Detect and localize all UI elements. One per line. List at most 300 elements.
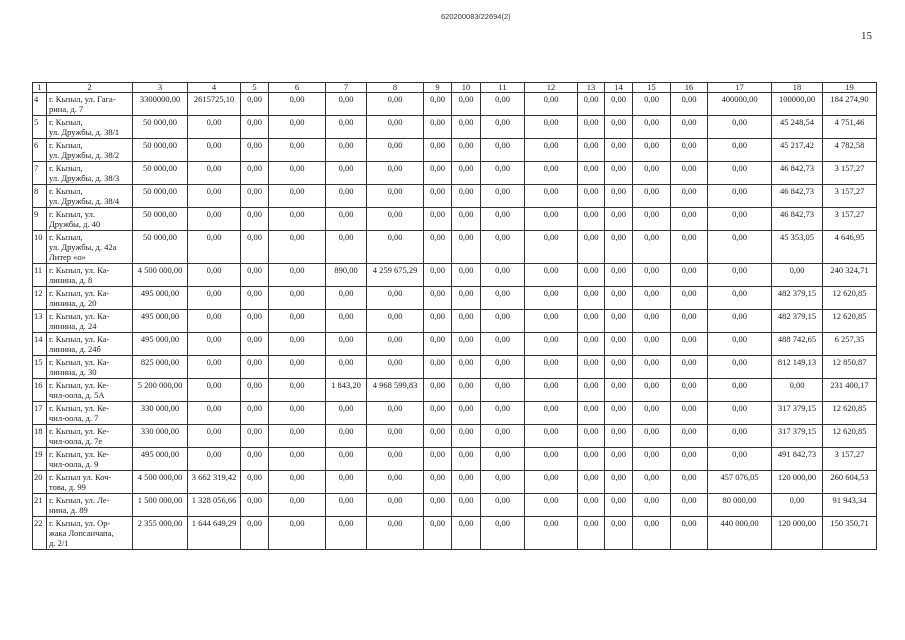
table-body xyxy=(33,93,877,550)
value-cell-col-6: 0,00 xyxy=(269,162,326,185)
address-cell xyxy=(47,448,133,471)
value-cell-col-3: 330 000,00 xyxy=(133,402,188,425)
value-cell-col-13: 0,00 xyxy=(578,139,605,162)
address-line: ул. Дружбы, д. 38/2 xyxy=(49,150,120,160)
value-cell-col-5: 0,00 xyxy=(241,448,269,471)
address-line: чил-оола, д. 7 xyxy=(49,413,99,423)
value-cell-col-7: 0,00 xyxy=(326,185,367,208)
value-cell-col-3: 2 355 000,00 xyxy=(133,517,188,550)
value-cell-col-12: 0,00 xyxy=(525,494,578,517)
value-cell-col-9: 0,00 xyxy=(424,116,452,139)
value-cell-col-8: 0,00 xyxy=(367,356,424,379)
value-cell-col-19: 150 350,71 xyxy=(823,517,877,550)
value-cell-col-11: 0,00 xyxy=(481,402,525,425)
value-cell-col-5: 0,00 xyxy=(241,231,269,264)
value-cell-col-12: 0,00 xyxy=(525,379,578,402)
value-cell-col-3: 50 000,00 xyxy=(133,208,188,231)
value-cell-col-18: 45 248,54 xyxy=(772,116,823,139)
value-cell-col-14: 0,00 xyxy=(605,310,633,333)
table-row xyxy=(33,402,877,425)
value-cell-col-19: 12 850,87 xyxy=(823,356,877,379)
address-line: г. Кызыл, ул. Ле- xyxy=(49,495,110,505)
row-number-cell: 22 xyxy=(33,517,47,550)
value-cell-col-5: 0,00 xyxy=(241,116,269,139)
value-cell-col-6: 0,00 xyxy=(269,93,326,116)
value-cell-col-12: 0,00 xyxy=(525,139,578,162)
value-cell-col-4: 0,00 xyxy=(188,185,241,208)
row-number-cell: 18 xyxy=(33,425,47,448)
value-cell-col-6: 0,00 xyxy=(269,208,326,231)
address-cell xyxy=(47,93,133,116)
value-cell-col-15: 0,00 xyxy=(633,356,671,379)
value-cell-col-10: 0,00 xyxy=(452,448,481,471)
value-cell-col-7: 0,00 xyxy=(326,448,367,471)
value-cell-col-19: 4 646,95 xyxy=(823,231,877,264)
row-number-cell: 16 xyxy=(33,379,47,402)
value-cell-col-6: 0,00 xyxy=(269,139,326,162)
value-cell-col-5: 0,00 xyxy=(241,287,269,310)
column-header-5: 5 xyxy=(241,83,269,93)
address-line: г. Кызыл, ул. Ка- xyxy=(49,288,110,298)
value-cell-col-18: 46 842,73 xyxy=(772,162,823,185)
row-number-cell: 4 xyxy=(33,93,47,116)
value-cell-col-10: 0,00 xyxy=(452,93,481,116)
value-cell-col-4: 0,00 xyxy=(188,333,241,356)
value-cell-col-10: 0,00 xyxy=(452,356,481,379)
address-line: г. Кызыл, ул. Ка- xyxy=(49,311,110,321)
value-cell-col-13: 0,00 xyxy=(578,116,605,139)
value-cell-col-5: 0,00 xyxy=(241,310,269,333)
value-cell-col-15: 0,00 xyxy=(633,402,671,425)
value-cell-col-15: 0,00 xyxy=(633,116,671,139)
column-header-3: 3 xyxy=(133,83,188,93)
value-cell-col-9: 0,00 xyxy=(424,517,452,550)
value-cell-col-5: 0,00 xyxy=(241,494,269,517)
value-cell-col-14: 0,00 xyxy=(605,494,633,517)
address-cell xyxy=(47,287,133,310)
value-cell-col-4: 0,00 xyxy=(188,287,241,310)
table-row xyxy=(33,162,877,185)
value-cell-col-16: 0,00 xyxy=(671,402,708,425)
value-cell-col-8: 0,00 xyxy=(367,310,424,333)
value-cell-col-7: 0,00 xyxy=(326,494,367,517)
value-cell-col-17: 400000,00 xyxy=(708,93,772,116)
value-cell-col-18: 120 000,00 xyxy=(772,517,823,550)
value-cell-col-15: 0,00 xyxy=(633,379,671,402)
value-cell-col-5: 0,00 xyxy=(241,185,269,208)
value-cell-col-17: 0,00 xyxy=(708,448,772,471)
value-cell-col-8: 4 968 599,83 xyxy=(367,379,424,402)
value-cell-col-16: 0,00 xyxy=(671,139,708,162)
value-cell-col-4: 0,00 xyxy=(188,379,241,402)
value-cell-col-7: 0,00 xyxy=(326,139,367,162)
value-cell-col-9: 0,00 xyxy=(424,287,452,310)
value-cell-col-8: 0,00 xyxy=(367,402,424,425)
column-header-17: 17 xyxy=(708,83,772,93)
address-line: г. Кызыл, ул. Ке- xyxy=(49,449,110,459)
value-cell-col-10: 0,00 xyxy=(452,231,481,264)
value-cell-col-16: 0,00 xyxy=(671,471,708,494)
address-line: г. Кызыл ул. Коч- xyxy=(49,472,112,482)
table-header-row xyxy=(33,83,877,93)
value-cell-col-19: 4 751,46 xyxy=(823,116,877,139)
table-row xyxy=(33,517,877,550)
value-cell-col-17: 0,00 xyxy=(708,356,772,379)
column-header-7: 7 xyxy=(326,83,367,93)
value-cell-col-17: 0,00 xyxy=(708,333,772,356)
value-cell-col-3: 50 000,00 xyxy=(133,162,188,185)
table-row xyxy=(33,333,877,356)
value-cell-col-8: 0,00 xyxy=(367,185,424,208)
value-cell-col-10: 0,00 xyxy=(452,333,481,356)
value-cell-col-11: 0,00 xyxy=(481,494,525,517)
value-cell-col-16: 0,00 xyxy=(671,231,708,264)
value-cell-col-14: 0,00 xyxy=(605,185,633,208)
value-cell-col-9: 0,00 xyxy=(424,333,452,356)
column-header-16: 16 xyxy=(671,83,708,93)
value-cell-col-6: 0,00 xyxy=(269,356,326,379)
value-cell-col-19: 3 157,27 xyxy=(823,448,877,471)
address-line: г. Кызыл, ул. Ка- xyxy=(49,334,110,344)
address-line: линина, д. 20 xyxy=(49,298,97,308)
value-cell-col-3: 50 000,00 xyxy=(133,231,188,264)
value-cell-col-11: 0,00 xyxy=(481,162,525,185)
row-number-cell: 11 xyxy=(33,264,47,287)
value-cell-col-6: 0,00 xyxy=(269,116,326,139)
value-cell-col-18: 46 842,73 xyxy=(772,185,823,208)
value-cell-col-4: 0,00 xyxy=(188,116,241,139)
address-cell xyxy=(47,139,133,162)
value-cell-col-13: 0,00 xyxy=(578,333,605,356)
value-cell-col-5: 0,00 xyxy=(241,139,269,162)
value-cell-col-18: 317 379,15 xyxy=(772,402,823,425)
value-cell-col-3: 50 000,00 xyxy=(133,185,188,208)
address-line: г. Кызыл, ул. Ор- xyxy=(49,518,111,528)
value-cell-col-14: 0,00 xyxy=(605,356,633,379)
value-cell-col-6: 0,00 xyxy=(269,379,326,402)
value-cell-col-5: 0,00 xyxy=(241,356,269,379)
row-number-cell: 8 xyxy=(33,185,47,208)
value-cell-col-19: 12 620,85 xyxy=(823,425,877,448)
value-cell-col-15: 0,00 xyxy=(633,139,671,162)
value-cell-col-18: 120 000,00 xyxy=(772,471,823,494)
value-cell-col-5: 0,00 xyxy=(241,333,269,356)
value-cell-col-10: 0,00 xyxy=(452,517,481,550)
value-cell-col-18: 812 149,13 xyxy=(772,356,823,379)
value-cell-col-12: 0,00 xyxy=(525,356,578,379)
value-cell-col-11: 0,00 xyxy=(481,333,525,356)
value-cell-col-4: 2615725,10 xyxy=(188,93,241,116)
value-cell-col-6: 0,00 xyxy=(269,494,326,517)
value-cell-col-11: 0,00 xyxy=(481,448,525,471)
column-header-15: 15 xyxy=(633,83,671,93)
value-cell-col-11: 0,00 xyxy=(481,287,525,310)
value-cell-col-17: 80 000,00 xyxy=(708,494,772,517)
table-row xyxy=(33,356,877,379)
value-cell-col-10: 0,00 xyxy=(452,185,481,208)
value-cell-col-16: 0,00 xyxy=(671,517,708,550)
value-cell-col-8: 0,00 xyxy=(367,471,424,494)
table-row xyxy=(33,116,877,139)
value-cell-col-18: 0,00 xyxy=(772,264,823,287)
value-cell-col-15: 0,00 xyxy=(633,287,671,310)
value-cell-col-7: 0,00 xyxy=(326,208,367,231)
data-table xyxy=(32,82,877,550)
address-cell xyxy=(47,264,133,287)
address-line: ул. Дружбы, д. 42а xyxy=(49,242,117,252)
value-cell-col-5: 0,00 xyxy=(241,208,269,231)
address-cell xyxy=(47,425,133,448)
address-line: линина, д. 30 xyxy=(49,367,97,377)
address-line: г. Кызыл, ул. Гага- xyxy=(49,94,116,104)
value-cell-col-19: 91 943,34 xyxy=(823,494,877,517)
address-cell xyxy=(47,333,133,356)
address-line: ул. Дружбы, д. 38/1 xyxy=(49,127,120,137)
value-cell-col-15: 0,00 xyxy=(633,494,671,517)
address-cell xyxy=(47,162,133,185)
value-cell-col-14: 0,00 xyxy=(605,231,633,264)
address-line: чил-оола, д. 9 xyxy=(49,459,99,469)
address-line: г. Кызыл, ул. Ке- xyxy=(49,426,110,436)
column-header-2: 2 xyxy=(47,83,133,93)
row-number-cell: 19 xyxy=(33,448,47,471)
value-cell-col-12: 0,00 xyxy=(525,425,578,448)
column-header-18: 18 xyxy=(772,83,823,93)
table-row xyxy=(33,139,877,162)
value-cell-col-18: 100000,00 xyxy=(772,93,823,116)
value-cell-col-5: 0,00 xyxy=(241,517,269,550)
value-cell-col-12: 0,00 xyxy=(525,208,578,231)
row-number-cell: 10 xyxy=(33,231,47,264)
row-number-cell: 13 xyxy=(33,310,47,333)
value-cell-col-11: 0,00 xyxy=(481,139,525,162)
value-cell-col-15: 0,00 xyxy=(633,264,671,287)
row-number-cell: 14 xyxy=(33,333,47,356)
value-cell-col-6: 0,00 xyxy=(269,333,326,356)
value-cell-col-4: 0,00 xyxy=(188,264,241,287)
value-cell-col-8: 0,00 xyxy=(367,287,424,310)
value-cell-col-7: 0,00 xyxy=(326,287,367,310)
value-cell-col-3: 825 000,00 xyxy=(133,356,188,379)
address-line: г. Кызыл, ул. Ка- xyxy=(49,357,110,367)
document-id: 620200083/22694(2) xyxy=(441,12,511,21)
value-cell-col-7: 0,00 xyxy=(326,425,367,448)
address-line: д. 2/1 xyxy=(49,538,69,548)
value-cell-col-14: 0,00 xyxy=(605,402,633,425)
column-header-8: 8 xyxy=(367,83,424,93)
value-cell-col-7: 890,00 xyxy=(326,264,367,287)
value-cell-col-19: 6 257,35 xyxy=(823,333,877,356)
address-line: това, д. 99 xyxy=(49,482,86,492)
value-cell-col-13: 0,00 xyxy=(578,448,605,471)
value-cell-col-18: 45 217,42 xyxy=(772,139,823,162)
value-cell-col-14: 0,00 xyxy=(605,116,633,139)
value-cell-col-15: 0,00 xyxy=(633,93,671,116)
value-cell-col-6: 0,00 xyxy=(269,264,326,287)
value-cell-col-4: 0,00 xyxy=(188,310,241,333)
address-cell xyxy=(47,356,133,379)
address-line: рина, д. 7 xyxy=(49,104,84,114)
value-cell-col-9: 0,00 xyxy=(424,231,452,264)
value-cell-col-14: 0,00 xyxy=(605,448,633,471)
value-cell-col-12: 0,00 xyxy=(525,116,578,139)
value-cell-col-3: 495 000,00 xyxy=(133,310,188,333)
value-cell-col-13: 0,00 xyxy=(578,356,605,379)
value-cell-col-9: 0,00 xyxy=(424,425,452,448)
value-cell-col-6: 0,00 xyxy=(269,287,326,310)
table-row xyxy=(33,264,877,287)
value-cell-col-13: 0,00 xyxy=(578,185,605,208)
value-cell-col-11: 0,00 xyxy=(481,517,525,550)
value-cell-col-7: 0,00 xyxy=(326,402,367,425)
table-row xyxy=(33,208,877,231)
value-cell-col-5: 0,00 xyxy=(241,162,269,185)
value-cell-col-15: 0,00 xyxy=(633,471,671,494)
value-cell-col-3: 3300000,00 xyxy=(133,93,188,116)
table-row xyxy=(33,185,877,208)
value-cell-col-10: 0,00 xyxy=(452,425,481,448)
table-row xyxy=(33,310,877,333)
address-cell xyxy=(47,185,133,208)
value-cell-col-19: 12 620,85 xyxy=(823,402,877,425)
value-cell-col-13: 0,00 xyxy=(578,162,605,185)
value-cell-col-18: 46 842,73 xyxy=(772,208,823,231)
value-cell-col-12: 0,00 xyxy=(525,310,578,333)
address-cell xyxy=(47,494,133,517)
value-cell-col-19: 3 157,27 xyxy=(823,185,877,208)
value-cell-col-11: 0,00 xyxy=(481,264,525,287)
value-cell-col-19: 3 157,27 xyxy=(823,208,877,231)
row-number-cell: 9 xyxy=(33,208,47,231)
value-cell-col-15: 0,00 xyxy=(633,208,671,231)
value-cell-col-12: 0,00 xyxy=(525,333,578,356)
value-cell-col-17: 457 076,05 xyxy=(708,471,772,494)
value-cell-col-5: 0,00 xyxy=(241,402,269,425)
address-line: г. Кызыл, ул. xyxy=(49,209,95,219)
value-cell-col-16: 0,00 xyxy=(671,208,708,231)
value-cell-col-12: 0,00 xyxy=(525,402,578,425)
value-cell-col-15: 0,00 xyxy=(633,310,671,333)
value-cell-col-6: 0,00 xyxy=(269,448,326,471)
value-cell-col-11: 0,00 xyxy=(481,425,525,448)
value-cell-col-7: 0,00 xyxy=(326,162,367,185)
value-cell-col-3: 4 500 000,00 xyxy=(133,264,188,287)
address-line: чил-оола, д. 7е xyxy=(49,436,103,446)
value-cell-col-4: 0,00 xyxy=(188,425,241,448)
value-cell-col-10: 0,00 xyxy=(452,116,481,139)
value-cell-col-11: 0,00 xyxy=(481,116,525,139)
value-cell-col-11: 0,00 xyxy=(481,471,525,494)
value-cell-col-18: 317 379,15 xyxy=(772,425,823,448)
value-cell-col-19: 231 400,17 xyxy=(823,379,877,402)
value-cell-col-19: 4 782,58 xyxy=(823,139,877,162)
value-cell-col-14: 0,00 xyxy=(605,139,633,162)
row-number-cell: 15 xyxy=(33,356,47,379)
value-cell-col-17: 0,00 xyxy=(708,231,772,264)
value-cell-col-8: 0,00 xyxy=(367,116,424,139)
value-cell-col-13: 0,00 xyxy=(578,93,605,116)
value-cell-col-8: 0,00 xyxy=(367,93,424,116)
value-cell-col-16: 0,00 xyxy=(671,93,708,116)
value-cell-col-12: 0,00 xyxy=(525,264,578,287)
value-cell-col-19: 12 620,85 xyxy=(823,287,877,310)
value-cell-col-9: 0,00 xyxy=(424,494,452,517)
value-cell-col-12: 0,00 xyxy=(525,448,578,471)
value-cell-col-4: 0,00 xyxy=(188,139,241,162)
column-header-6: 6 xyxy=(269,83,326,93)
value-cell-col-15: 0,00 xyxy=(633,162,671,185)
value-cell-col-6: 0,00 xyxy=(269,425,326,448)
value-cell-col-3: 495 000,00 xyxy=(133,448,188,471)
value-cell-col-16: 0,00 xyxy=(671,264,708,287)
value-cell-col-16: 0,00 xyxy=(671,379,708,402)
value-cell-col-3: 495 000,00 xyxy=(133,333,188,356)
address-line: г. Кызыл, xyxy=(49,186,83,196)
value-cell-col-9: 0,00 xyxy=(424,310,452,333)
column-header-14: 14 xyxy=(605,83,633,93)
table-row xyxy=(33,471,877,494)
value-cell-col-4: 0,00 xyxy=(188,402,241,425)
value-cell-col-16: 0,00 xyxy=(671,448,708,471)
value-cell-col-14: 0,00 xyxy=(605,264,633,287)
value-cell-col-11: 0,00 xyxy=(481,93,525,116)
address-line: чил-оола, д. 5А xyxy=(49,390,105,400)
value-cell-col-19: 184 274,90 xyxy=(823,93,877,116)
value-cell-col-18: 491 842,73 xyxy=(772,448,823,471)
value-cell-col-16: 0,00 xyxy=(671,333,708,356)
value-cell-col-11: 0,00 xyxy=(481,185,525,208)
value-cell-col-9: 0,00 xyxy=(424,402,452,425)
value-cell-col-17: 0,00 xyxy=(708,264,772,287)
address-cell xyxy=(47,402,133,425)
value-cell-col-3: 330 000,00 xyxy=(133,425,188,448)
value-cell-col-18: 45 353,05 xyxy=(772,231,823,264)
address-cell xyxy=(47,517,133,550)
value-cell-col-12: 0,00 xyxy=(525,162,578,185)
value-cell-col-13: 0,00 xyxy=(578,425,605,448)
value-cell-col-13: 0,00 xyxy=(578,264,605,287)
value-cell-col-10: 0,00 xyxy=(452,310,481,333)
value-cell-col-11: 0,00 xyxy=(481,379,525,402)
value-cell-col-18: 488 742,65 xyxy=(772,333,823,356)
address-line: Литер «о» xyxy=(49,252,86,262)
value-cell-col-6: 0,00 xyxy=(269,185,326,208)
value-cell-col-12: 0,00 xyxy=(525,93,578,116)
value-cell-col-11: 0,00 xyxy=(481,231,525,264)
value-cell-col-7: 0,00 xyxy=(326,93,367,116)
address-line: линина, д. 24 xyxy=(49,321,97,331)
column-header-1: 1 xyxy=(33,83,47,93)
value-cell-col-10: 0,00 xyxy=(452,379,481,402)
value-cell-col-16: 0,00 xyxy=(671,287,708,310)
row-number-cell: 6 xyxy=(33,139,47,162)
value-cell-col-6: 0,00 xyxy=(269,402,326,425)
value-cell-col-17: 0,00 xyxy=(708,185,772,208)
row-number-cell: 21 xyxy=(33,494,47,517)
value-cell-col-14: 0,00 xyxy=(605,425,633,448)
value-cell-col-17: 0,00 xyxy=(708,162,772,185)
row-number-cell: 17 xyxy=(33,402,47,425)
value-cell-col-14: 0,00 xyxy=(605,517,633,550)
column-header-4: 4 xyxy=(188,83,241,93)
value-cell-col-18: 0,00 xyxy=(772,494,823,517)
value-cell-col-14: 0,00 xyxy=(605,93,633,116)
value-cell-col-8: 0,00 xyxy=(367,517,424,550)
table-row xyxy=(33,494,877,517)
value-cell-col-16: 0,00 xyxy=(671,185,708,208)
value-cell-col-16: 0,00 xyxy=(671,425,708,448)
value-cell-col-13: 0,00 xyxy=(578,517,605,550)
